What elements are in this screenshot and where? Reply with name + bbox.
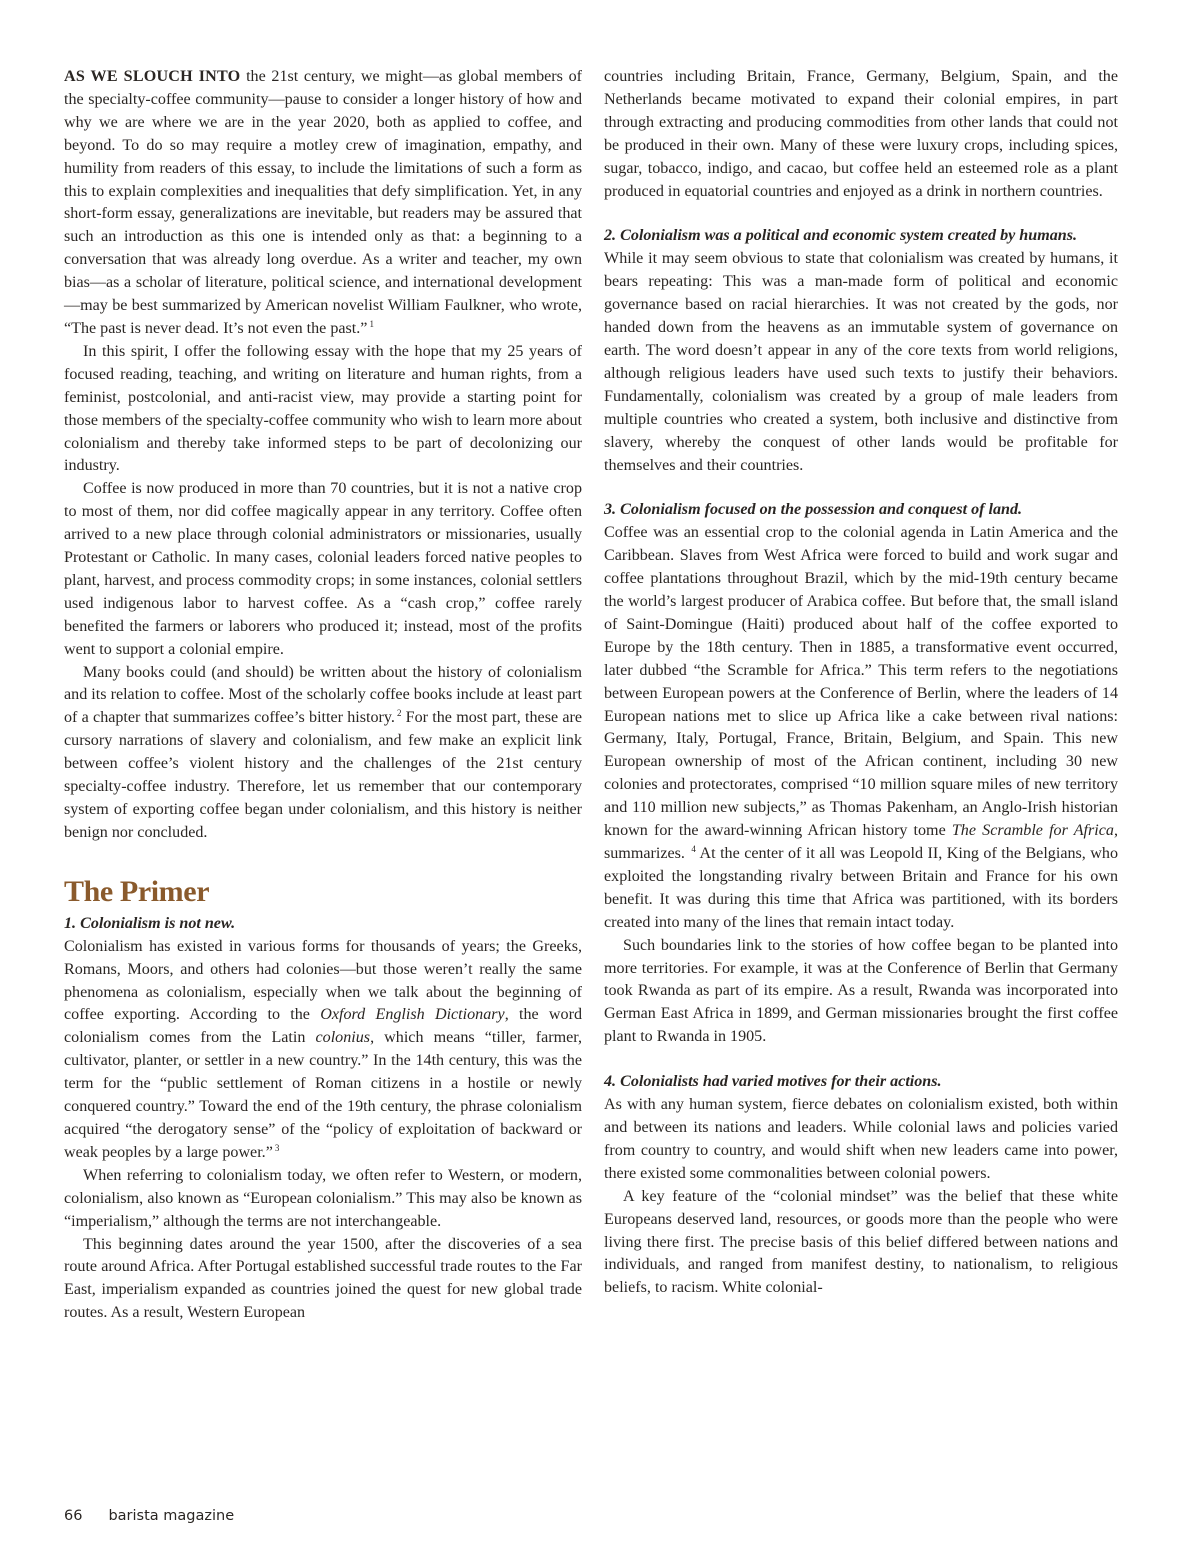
body-paragraph: A key feature of the “colonial mindset” was the belief that these white Europeans deserved land, resources, or goods more than the people who were living there first. The precise basis of this belief differed between nations and individuals, and ranged from manifest destiny, to nationalism, to religious beliefs, to racism. White colonial- [604,1187,1118,1297]
book-title: The Scramble for Africa [951,822,1114,840]
citation-title: Oxford English Dictionary [320,1006,505,1024]
body-paragraph: In this spirit, I offer the following essay with the hope that my 25 years of focused reading, teaching, and writing on literature and human rights, from a feminist, postcolonial, and anti-racist view, may provide a starting point for those members of the specialty-coffee community who wish to learn more about colonialism and thereby take informed steps to be part of decolonizing our industry. [64,342,582,475]
intro-lead-in: AS WE SLOUCH INTO [64,68,241,85]
page-footer [64,1508,234,1524]
left-column [64,66,582,1325]
right-column [604,66,1118,1300]
footnote-ref: 3 [274,1142,280,1153]
page-number: 66 [64,1508,83,1524]
body-paragraph: Such boundaries link to the stories of how coffee began to be planted into more territories. For example, it was at the Conference of Berlin that Germany took Rwanda as part of its empire. As a result, Rwanda was incorporated into German East Africa in 1899, and German missionaries brought the first coffee plant to Rwanda in 1905. [604,936,1118,1046]
body-paragraph: While it may seem obvious to state that colonialism was created by humans, it bears repeating: This was a man-made form of political and economic governance based on racial hierarchies. It was not created by the gods, nor handed down from the heavens as an immutable system of governance on earth. The word doesn’t appear in any of the core texts from world religions, although religious leaders have used such texts to justify their behaviors. Fundamentally, colonialism was created by a group of male leaders from multiple countries who created a system, both inclusive and distinctive from slavery, whereby the conquest of other lands would be profitable for themselves and their countries. [604,250,1118,474]
body-paragraph: When referring to colonialism today, we often refer to Western, or modern, colonialism, also known as “European colonialism.” This may also be known as “imperialism,” although the terms are not interchangeable. [64,1166,582,1230]
body-paragraph: Colonialism has existed in various forms for thousands of years; the Greeks, Romans, Moors, and others had colonies—but those weren’t really the same phenomena as colonialism, especially when we talk about the beginning of coffee exporting. According to the Oxford English Dictionary, the word colonialism comes from the Latin colonius, which means “tiller, farmer, cultivator, planter, or settler in a new country.” In the 14th century, this was the term for the “public settlement of Roman citizens in a hostile or newly conquered country.” Toward the end of the 19th century, the phrase colonialism acquired “the derogatory sense” of the “policy of exploitation of backward or weak peoples by a large power.” $^3$ [64,937,583,1161]
subheading: 3. Colonialism focused on the possession and conquest of land. [604,501,1023,519]
subheading: 4. Colonialists had varied motives for their actions. [604,1073,942,1091]
body-paragraph: Coffee was an essential crop to the colonial agenda in Latin America and the Caribbean. Slaves from West Africa were forced to build and work sugar and coffee plantations throughout Brazil, which by the mid-19th century became the world’s largest producer of Arabica coffee. But before that, the small island of Saint-Domingue (Haiti) produced about half of the coffee exported to Europe by the 18th century. Then in 1885, a transformative event occurred, later dubbed “the Scramble for Africa.” This term refers to the negotiations between European powers at the Conference of Berlin, where the leaders of 14 European nations met to slice up Africa like a cake between rival nations: Germany, Italy, Portugal, France, Britain, Belgium, and Spain. This new European ownership of most of the African continent, including 30 new colonies and protectorates, comprised “10 million square miles of new territory and 110 million new subjects,” as Thomas Pakenham, an Anglo-Irish historian known for the award-winning African history tome The Scramble for Africa, summarizes. $^4$ At the center of it all was Leopold II, King of the Belgians, who exploited the longstanding rivalry between Britain and France for his own benefit. It was during this time that Africa was partitioned, with its borders created into many of the lines that remain intact today. [604,524,1118,931]
footnote-ref: 1 [369,318,374,329]
publication-name: barista magazine [108,1508,235,1524]
body-paragraph: As with any human system, fierce debates on colonialism existed, both within and between its nations and leaders. While colonial laws and policies varied from country to country, and would shift when new leaders came into power, there existed some commonalities between colonial powers. [604,1096,1118,1182]
latin-term: colonius [315,1029,371,1047]
body-paragraph: Coffee is now produced in more than 70 countries, but it is not a native crop to most of them, nor did coffee magically appear in any territory. Coffee often arrived to a new place through colonial administrators or missionaries, usually Protestant or Catholic. In many cases, colonial leaders forced native peoples to plant, harvest, and process commodity crops; in some instances, colonial settlers used indigenous labor to harvest coffee. As a “cash crop,” coffee rarely benefited the farmers or laborers who produced it; instead, most of the profits went to support a colonial empire. [64,480,583,658]
body-paragraph: This beginning dates around the year 1500, after the discoveries of a sea route around Africa. After Portugal established successful trade routes to the Far East, imperialism expanded as countries joined the quest for new global trade routes. As a result, Western European [64,1235,582,1322]
intro-paragraph: AS WE SLOUCH INTO the 21st century, we might—as global members of the specialty-coffee community—pause to consider a longer history of how and why we are where we are in the year 2020, both as applied to coffee, and beyond. To do so may require a motley crew of imagination, empathy, and humility from readers of this essay, to include the limitations of such a form as this to explain complexities and inequalities that defy simplification. Yet, in any short-form essay, generalizations are inevitable, but readers may be assured that such an introduction as this one is intended only as that: a beginning to a conversation that was already long overdue. As a writer and teacher, my own bias—as a scholar of literature, political science, and international development—may be best summarized by American novelist William Faulkner, who wrote, “The past is never dead. It’s not even the past.” $^1$ [64,68,582,337]
subheading: 2. Colonialism was a political and economic system created by humans. [604,227,1077,245]
subheading: 1. Colonialism is not new. [64,914,236,932]
section-title: The Primer [64,874,210,908]
footnote-ref: 4 [691,844,696,854]
body-paragraph: Many books could (and should) be written about the history of colonialism and its relation to coffee. Most of the scholarly coffee books include at least part of a chapter that summarizes coffee’s bitter history. $^2$ For the most part, these are cursory narrations of slavery and colonialism, and few make an explicit link between coffee’s violent history and the challenges of the 21st century specialty-coffee industry. Therefore, let us remember that our contemporary system of exporting coffee began under colonialism, and this history is neither benign nor concluded. [64,663,583,841]
footnote-ref: 2 [396,708,402,719]
body-paragraph: countries including Britain, France, Germany, Belgium, Spain, and the Netherlands became motivated to expand their colonial empires, in part through extracting and producing commodities from other lands that could not be produced in their own. Many of these were luxury crops, including spices, sugar, tobacco, indigo, and cacao, but coffee held an esteemed role as a plant produced in equatorial countries and enjoyed as a drink in northern countries. [604,68,1118,200]
